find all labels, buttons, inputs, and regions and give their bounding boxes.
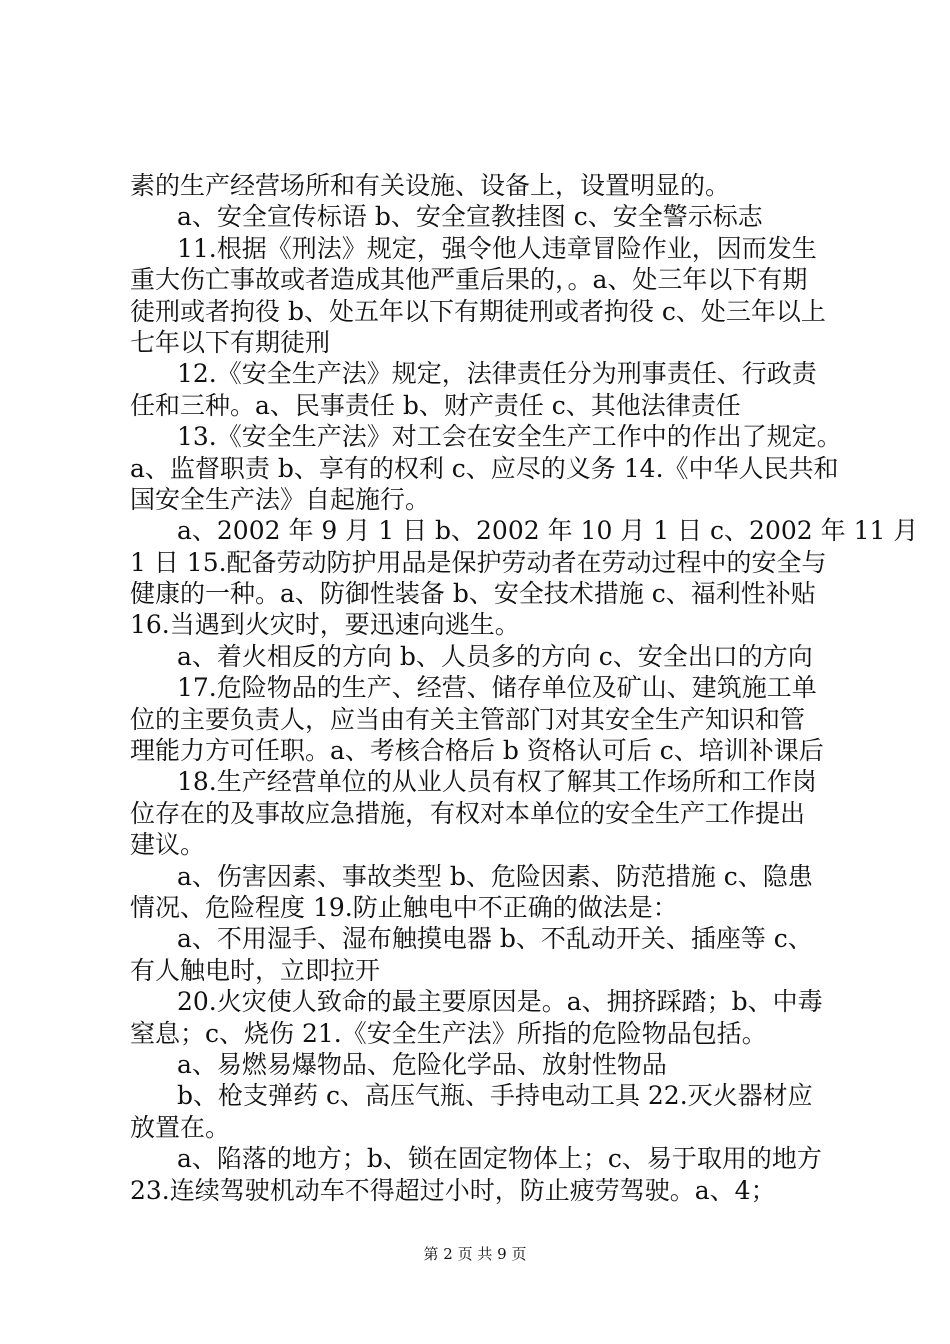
text-line: a、陷落的地方；b、锁在固定物体上；c、易于取用的地方: [177, 1144, 822, 1174]
text-line: 18.生产经营单位的从业人员有权了解其工作场所和工作岗: [177, 767, 817, 797]
text-line: 放置在。: [130, 1112, 231, 1142]
text-line: 建议。: [130, 830, 206, 860]
text-line: 国安全生产法》自起施行。: [130, 484, 431, 514]
text-line: 情况、危险程度 19.防止触电中不正确的做法是：: [130, 892, 678, 922]
page-number-footer: 第 2 页 共 9 页: [423, 1245, 527, 1263]
text-line: 17.危险物品的生产、经营、储存单位及矿山、建筑施工单: [177, 673, 817, 703]
text-line: 任和三种。a、民事责任 b、财产责任 c、其他法律责任: [130, 390, 741, 420]
text-line: 20.火灾使人致命的最主要原因是。a、拥挤踩踏；b、中毒: [177, 987, 823, 1017]
text-line: 有人触电时，立即拉开: [130, 955, 381, 985]
text-line: a、不用湿手、湿布触摸电器 b、不乱动开关、插座等 c、: [177, 924, 813, 954]
text-line: 12.《安全生产法》规定，法律责任分为刑事责任、行政责: [177, 359, 817, 389]
text-line: 七年以下有期徒刑: [130, 327, 331, 357]
text-line: 23.连续驾驶机动车不得超过小时，防止疲劳驾驶。a、4；: [130, 1175, 776, 1205]
text-line: 理能力方可任职。a、考核合格后 b 资格认可后 c、培训补课后: [130, 736, 824, 766]
text-line: 健康的一种。a、防御性装备 b、安全技术措施 c、福利性补贴: [130, 579, 816, 609]
text-line: 位存在的及事故应急措施，有权对本单位的安全生产工作提出: [130, 798, 806, 828]
text-line: 重大伤亡事故或者造成其他严重后果的，。a、处三年以下有期: [130, 265, 808, 295]
text-line: a、伤害因素、事故类型 b、危险因素、防范措施 c、隐患: [177, 861, 813, 891]
text-line: 1 日 15.配备劳动防护用品是保护劳动者在劳动过程中的安全与: [130, 547, 827, 577]
text-line: 13.《安全生产法》对工会在安全生产工作中的作出了规定。: [177, 422, 842, 452]
text-line: a、监督职责 b、享有的权利 c、应尽的义务 14.《中华人民共和: [130, 453, 839, 483]
document-body: [130, 170, 919, 1206]
text-line: a、2002 年 9 月 1 日 b、2002 年 10 月 1 日 c、2002 年 11 月: [177, 516, 919, 546]
text-line: 素的生产经营场所和有关设施、设备上，设置明显的。: [130, 171, 731, 200]
text-line: 16.当遇到火灾时，要迅速向逃生。: [130, 610, 520, 640]
text-line: b、枪支弹药 c、高压气瓶、手持电动工具 22.灭火器材应: [177, 1081, 813, 1111]
text-line: 位的主要负责人，应当由有关主管部门对其安全生产知识和管: [130, 704, 806, 734]
text-line: 11.根据《刑法》规定，强令他人违章冒险作业，因而发生: [177, 233, 817, 263]
text-line: 徒刑或者拘役 b、处五年以下有期徒刑或者拘役 c、处三年以上: [130, 296, 826, 326]
text-line: a、着火相反的方向 b、人员多的方向 c、安全出口的方向: [177, 641, 813, 671]
text-line: a、易燃易爆物品、危险化学品、放射性物品: [177, 1049, 667, 1079]
text-line: a、安全宣传标语 b、安全宣教挂图 c、安全警示标志: [177, 202, 763, 232]
text-line: 窒息；c、烧伤 21.《安全生产法》所指的危险物品包括。: [130, 1018, 767, 1048]
